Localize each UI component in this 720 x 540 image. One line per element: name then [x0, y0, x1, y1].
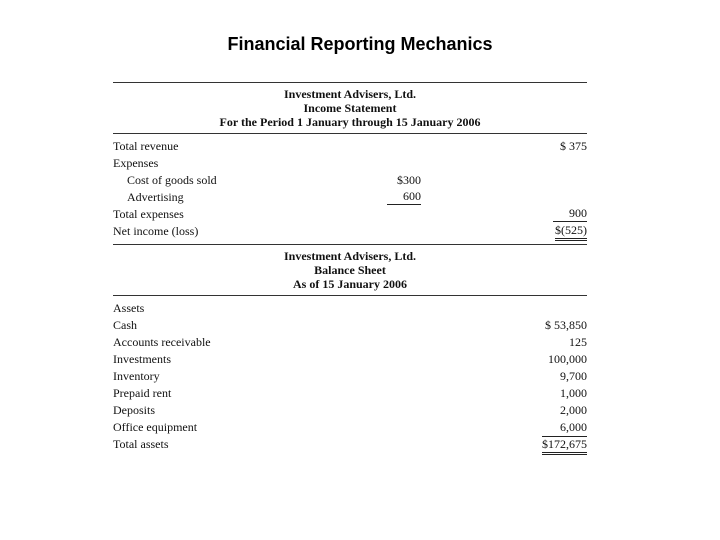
- balance-company-name: Investment Advisers, Ltd.: [283, 249, 416, 263]
- asset-row: [113, 334, 587, 351]
- net-income-value: $(525): [555, 223, 587, 241]
- total-revenue-row: [113, 138, 587, 155]
- financial-statements: [113, 82, 587, 453]
- income-statement-title: Income Statement: [303, 101, 397, 115]
- total-revenue-label: Total revenue: [113, 139, 179, 153]
- cogs-row: [113, 172, 587, 189]
- asset-row: [113, 351, 587, 368]
- asset-value: 9,700: [560, 369, 587, 383]
- balance-sheet-date: As of 15 January 2006: [292, 277, 407, 291]
- asset-label: Investments: [113, 352, 171, 366]
- total-expenses-value: 900: [553, 206, 587, 222]
- income-statement-period: For the Period 1 January through 15 January 2006: [219, 115, 481, 129]
- net-income-label: Net income (loss): [113, 224, 199, 238]
- slide-title: Financial Reporting Mechanics: [227, 34, 493, 54]
- asset-label: Deposits: [113, 403, 155, 417]
- cogs-value: $300: [397, 173, 421, 187]
- asset-value: 1,000: [560, 386, 587, 400]
- expenses-label: Expenses: [113, 156, 159, 170]
- asset-value: $ 53,850: [545, 318, 587, 332]
- total-assets-row: [113, 436, 587, 453]
- asset-value: 100,000: [548, 352, 587, 366]
- asset-row: [113, 317, 587, 334]
- asset-row: [113, 368, 587, 385]
- income-company-name: Investment Advisers, Ltd.: [283, 87, 416, 101]
- asset-row: [113, 402, 587, 419]
- cogs-label: Cost of goods sold: [127, 173, 217, 187]
- asset-value: 6,000: [560, 420, 587, 434]
- asset-value: 125: [569, 335, 587, 349]
- assets-label: Assets: [113, 301, 145, 315]
- assets-row: [113, 300, 587, 317]
- asset-label: Inventory: [113, 369, 160, 383]
- total-expenses-label: Total expenses: [113, 207, 184, 221]
- total-expenses-row: [113, 206, 587, 223]
- advertising-row: [113, 189, 587, 206]
- total-assets-value: $172,675: [542, 436, 587, 455]
- asset-label: Prepaid rent: [113, 386, 172, 400]
- advertising-value: 600: [387, 189, 421, 205]
- asset-row: [113, 419, 587, 436]
- asset-label: Office equipment: [113, 420, 198, 434]
- net-income-row: [113, 223, 587, 240]
- asset-value: 2,000: [560, 403, 587, 417]
- asset-label: Cash: [113, 318, 137, 332]
- expenses-row: [113, 155, 587, 172]
- asset-label: Accounts receivable: [113, 335, 211, 349]
- balance-sheet-title: Balance Sheet: [314, 263, 386, 277]
- advertising-label: Advertising: [127, 190, 184, 204]
- balance-sheet-header: [113, 245, 587, 295]
- total-assets-label: Total assets: [113, 437, 169, 451]
- asset-row: [113, 385, 587, 402]
- income-statement-header: [113, 83, 587, 133]
- total-revenue-value: $ 375: [560, 139, 587, 153]
